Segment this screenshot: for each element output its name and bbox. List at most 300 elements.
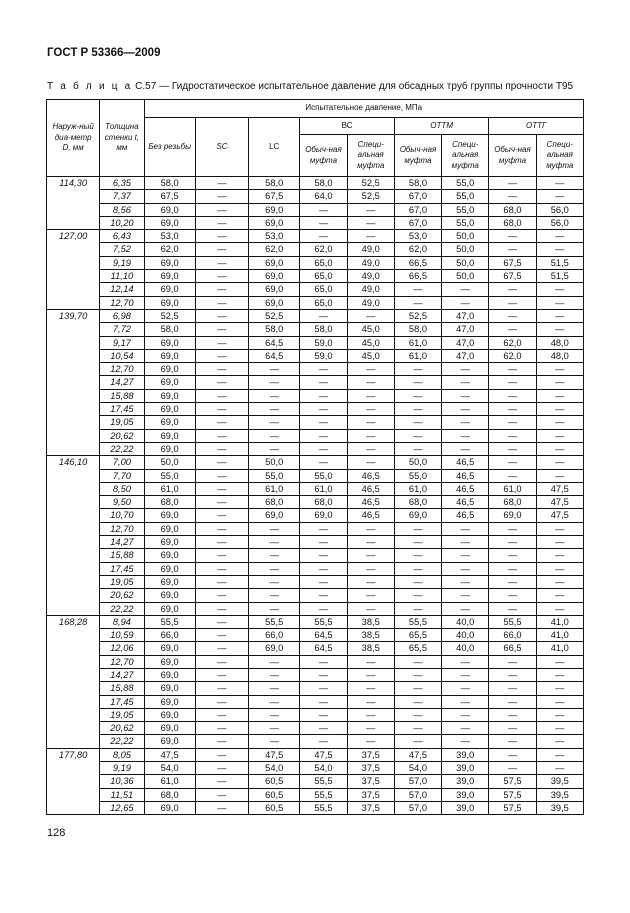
table-row [47, 496, 584, 509]
pressure-cell: 68,0 [489, 216, 536, 229]
pressure-cell: — [195, 349, 248, 362]
pressure-cell: — [347, 456, 394, 469]
pressure-cell: — [536, 748, 583, 761]
pressure-cell: 55,5 [300, 615, 347, 628]
table-row [47, 775, 584, 788]
pressure-cell: — [394, 735, 441, 748]
table-row [47, 403, 584, 416]
pressure-cell: — [195, 429, 248, 442]
pressure-cell: — [394, 602, 441, 615]
pressure-cell: — [195, 309, 248, 322]
pressure-cell: — [489, 562, 536, 575]
pressure-cell: 65,0 [300, 256, 347, 269]
pressure-cell: 68,0 [144, 496, 195, 509]
pressure-cell: — [394, 363, 441, 376]
table-row [47, 363, 584, 376]
pressure-cell: 40,0 [442, 642, 489, 655]
pressure-cell: 46,5 [442, 469, 489, 482]
pressure-cell: — [195, 629, 248, 642]
table-row [47, 735, 584, 748]
pressure-cell: — [442, 389, 489, 402]
pressure-cell: — [195, 442, 248, 455]
table-row [47, 442, 584, 455]
table-body [47, 177, 584, 815]
table-row [47, 788, 584, 801]
pressure-cell: — [442, 376, 489, 389]
pressure-cell: — [536, 403, 583, 416]
pressure-cell: 37,5 [347, 748, 394, 761]
pressure-cell: 52,5 [394, 309, 441, 322]
wall-thickness-cell: 12,70 [100, 522, 144, 535]
wall-thickness-cell: 19,05 [100, 708, 144, 721]
pressure-cell: — [394, 589, 441, 602]
outer-diameter-cell: 139,70 [47, 309, 100, 455]
pressure-cell: 49,0 [347, 243, 394, 256]
pressure-cell: 55,0 [442, 190, 489, 203]
pressure-cell: — [249, 695, 300, 708]
pressure-cell: — [536, 389, 583, 402]
pressure-cell: — [195, 536, 248, 549]
wall-thickness-cell: 17,45 [100, 403, 144, 416]
wall-thickness-cell: 7,00 [100, 456, 144, 469]
table-row [47, 695, 584, 708]
pressure-cell: 67,5 [489, 270, 536, 283]
pressure-cell: — [347, 655, 394, 668]
pressure-cell: 69,0 [144, 442, 195, 455]
wall-thickness-cell: 14,27 [100, 536, 144, 549]
pressure-cell: — [536, 682, 583, 695]
table-row [47, 190, 584, 203]
pressure-cell: 69,0 [144, 389, 195, 402]
pressure-cell: 69,0 [249, 296, 300, 309]
pressure-cell: 58,0 [249, 177, 300, 190]
pressure-cell: 69,0 [249, 509, 300, 522]
pressure-cell: 69,0 [144, 403, 195, 416]
pressure-cell: 51,5 [536, 270, 583, 283]
wall-thickness-cell: 6,35 [100, 177, 144, 190]
pressure-cell: 61,0 [394, 349, 441, 362]
pressure-cell: — [249, 735, 300, 748]
pressure-cell: — [536, 562, 583, 575]
pressure-cell: — [300, 708, 347, 721]
pressure-cell: 46,5 [442, 509, 489, 522]
pressure-cell: — [300, 536, 347, 549]
pressure-cell: 69,0 [144, 349, 195, 362]
pressure-cell: — [195, 482, 248, 495]
pressure-cell: 61,0 [394, 336, 441, 349]
pressure-cell: — [300, 456, 347, 469]
wall-thickness-cell: 14,27 [100, 668, 144, 681]
pressure-cell: — [442, 655, 489, 668]
pressure-cell: 50,0 [442, 243, 489, 256]
wall-thickness-cell: 15,88 [100, 389, 144, 402]
table-row [47, 509, 584, 522]
pressure-cell: — [394, 522, 441, 535]
wall-thickness-cell: 19,05 [100, 416, 144, 429]
pressure-cell: — [442, 442, 489, 455]
pressure-cell: 61,0 [300, 482, 347, 495]
pressure-cell: — [536, 575, 583, 588]
table-row [47, 708, 584, 721]
pressure-cell: — [536, 602, 583, 615]
pressure-cell: — [195, 416, 248, 429]
pressure-cell: 54,0 [144, 762, 195, 775]
outer-diameter-cell: 127,00 [47, 230, 100, 310]
pressure-cell: 69,0 [144, 642, 195, 655]
pressure-cell: — [195, 456, 248, 469]
wall-thickness-cell: 12,70 [100, 655, 144, 668]
pressure-cell: 60,5 [249, 801, 300, 814]
pressure-cell: — [195, 376, 248, 389]
pressure-cell: — [249, 668, 300, 681]
wall-thickness-cell: 6,98 [100, 309, 144, 322]
pressure-cell: 69,0 [144, 589, 195, 602]
pressure-cell: — [195, 708, 248, 721]
pressure-cell: — [249, 389, 300, 402]
pressure-cell: — [300, 389, 347, 402]
wall-thickness-cell: 14,27 [100, 376, 144, 389]
wall-thickness-cell: 15,88 [100, 549, 144, 562]
pressure-cell: — [300, 429, 347, 442]
pressure-cell: 46,5 [347, 469, 394, 482]
header-ottm: ОТТМ [394, 118, 489, 135]
pressure-cell: — [195, 256, 248, 269]
pressure-cell: 39,0 [442, 788, 489, 801]
pressure-cell: — [195, 177, 248, 190]
wall-thickness-cell: 17,45 [100, 562, 144, 575]
pressure-cell: 55,0 [394, 469, 441, 482]
header-ottm-special: Специ-альная муфта [442, 135, 489, 177]
pressure-cell: — [536, 416, 583, 429]
pressure-cell: — [442, 602, 489, 615]
pressure-cell: 69,0 [144, 668, 195, 681]
pressure-cell: — [195, 230, 248, 243]
pressure-cell: — [489, 376, 536, 389]
pressure-cell: — [195, 668, 248, 681]
pressure-cell: — [300, 735, 347, 748]
pressure-cell: 69,0 [144, 509, 195, 522]
header-bc-special: Специ-альная муфта [347, 135, 394, 177]
pressure-cell: — [442, 589, 489, 602]
header-bc: ВС [300, 118, 395, 135]
pressure-cell: 65,0 [300, 296, 347, 309]
pressure-cell: — [536, 722, 583, 735]
pressure-cell: 69,0 [144, 376, 195, 389]
header-bc-regular: Обыч-ная муфта [300, 135, 347, 177]
table-row [47, 283, 584, 296]
pressure-cell: 58,0 [394, 323, 441, 336]
pressure-cell: — [489, 442, 536, 455]
pressure-cell: — [489, 589, 536, 602]
pressure-cell: 47,0 [442, 336, 489, 349]
pressure-cell: 67,0 [394, 190, 441, 203]
pressure-cell: 46,5 [442, 496, 489, 509]
pressure-cell: — [300, 522, 347, 535]
pressure-cell: 55,0 [442, 177, 489, 190]
pressure-cell: 53,0 [249, 230, 300, 243]
pressure-cell: 65,5 [394, 642, 441, 655]
pressure-cell: 69,0 [144, 549, 195, 562]
pressure-cell: 69,0 [144, 801, 195, 814]
pressure-cell: 50,0 [442, 230, 489, 243]
wall-thickness-cell: 11,10 [100, 270, 144, 283]
pressure-cell: — [249, 655, 300, 668]
pressure-cell: 49,0 [347, 283, 394, 296]
pressure-cell: 37,5 [347, 801, 394, 814]
pressure-cell: — [489, 389, 536, 402]
wall-thickness-cell: 15,88 [100, 682, 144, 695]
pressure-cell: — [442, 416, 489, 429]
pressure-cell: 39,5 [536, 801, 583, 814]
pressure-cell: 69,0 [144, 296, 195, 309]
pressure-cell: — [249, 575, 300, 588]
pressure-cell: — [300, 562, 347, 575]
table-row [47, 177, 584, 190]
pressure-cell: 69,0 [144, 256, 195, 269]
pressure-cell: — [300, 203, 347, 216]
pressure-cell: — [442, 296, 489, 309]
pressure-cell: 39,5 [536, 775, 583, 788]
table-row [47, 469, 584, 482]
pressure-cell: 55,5 [394, 615, 441, 628]
pressure-cell: — [195, 575, 248, 588]
wall-thickness-cell: 8,56 [100, 203, 144, 216]
pressure-cell: 54,0 [300, 762, 347, 775]
pressure-cell: 53,0 [394, 230, 441, 243]
pressure-cell: 38,5 [347, 629, 394, 642]
pressure-cell: — [300, 363, 347, 376]
pressure-cell: 69,0 [144, 336, 195, 349]
pressure-cell: — [347, 708, 394, 721]
pressure-cell: 62,0 [249, 243, 300, 256]
pressure-cell: 49,0 [347, 296, 394, 309]
pressure-cell: — [195, 615, 248, 628]
wall-thickness-cell: 20,62 [100, 722, 144, 735]
caption-prefix: Т а б л и ц а [47, 81, 133, 92]
pressure-cell: 69,0 [249, 642, 300, 655]
pressure-cell: — [442, 522, 489, 535]
pressure-cell: 55,5 [144, 615, 195, 628]
pressure-cell: 47,5 [144, 748, 195, 761]
pressure-cell: 69,0 [144, 203, 195, 216]
table-row [47, 243, 584, 256]
pressure-cell: — [394, 389, 441, 402]
pressure-cell: — [195, 642, 248, 655]
pressure-cell: 55,0 [144, 469, 195, 482]
header-sc: SC [195, 118, 248, 177]
wall-thickness-cell: 12,14 [100, 283, 144, 296]
pressure-cell: 55,5 [489, 615, 536, 628]
pressure-cell: 46,5 [347, 482, 394, 495]
pressure-cell: 64,0 [300, 190, 347, 203]
pressure-cell: — [489, 403, 536, 416]
pressure-cell: 55,0 [442, 216, 489, 229]
pressure-cell: 62,0 [144, 243, 195, 256]
pressure-cell: 47,5 [300, 748, 347, 761]
pressure-cell: 48,0 [536, 349, 583, 362]
pressure-cell: — [195, 190, 248, 203]
pressure-cell: 47,0 [442, 309, 489, 322]
pressure-cell: — [300, 230, 347, 243]
pressure-cell: — [347, 376, 394, 389]
pressure-cell: 66,5 [489, 642, 536, 655]
pressure-cell: — [195, 363, 248, 376]
pressure-cell: — [489, 456, 536, 469]
pressure-cell: 62,0 [489, 349, 536, 362]
pressure-cell: 69,0 [144, 682, 195, 695]
pressure-cell: — [489, 416, 536, 429]
pressure-cell: — [394, 442, 441, 455]
table-row [47, 536, 584, 549]
pressure-cell: — [195, 296, 248, 309]
pressure-cell: — [442, 695, 489, 708]
pressure-cell: — [195, 243, 248, 256]
pressure-cell: — [195, 336, 248, 349]
pressure-cell: 69,0 [144, 363, 195, 376]
pressure-cell: — [536, 309, 583, 322]
pressure-cell: — [536, 695, 583, 708]
wall-thickness-cell: 10,36 [100, 775, 144, 788]
pressure-cell: — [347, 682, 394, 695]
pressure-cell: 69,0 [144, 270, 195, 283]
pressure-cell: — [536, 456, 583, 469]
pressure-cell: — [249, 549, 300, 562]
pressure-cell: — [489, 309, 536, 322]
pressure-cell: — [249, 602, 300, 615]
pressure-cell: — [394, 429, 441, 442]
pressure-cell: — [249, 429, 300, 442]
wall-thickness-cell: 12,65 [100, 801, 144, 814]
pressure-cell: — [195, 403, 248, 416]
pressure-cell: — [195, 509, 248, 522]
pressure-cell: — [394, 575, 441, 588]
pressure-cell: — [536, 296, 583, 309]
pressure-cell: 64,5 [249, 349, 300, 362]
pressure-cell: 50,0 [394, 456, 441, 469]
wall-thickness-cell: 22,22 [100, 442, 144, 455]
wall-thickness-cell: 7,70 [100, 469, 144, 482]
table-row [47, 416, 584, 429]
pressure-cell: 68,0 [489, 203, 536, 216]
pressure-cell: 58,0 [144, 323, 195, 336]
pressure-cell: — [195, 522, 248, 535]
pressure-cell: 69,0 [144, 602, 195, 615]
wall-thickness-cell: 6,43 [100, 230, 144, 243]
pressure-cell: 69,0 [489, 509, 536, 522]
pressure-cell: — [347, 695, 394, 708]
pressure-cell: 68,0 [394, 496, 441, 509]
pressure-cell: 64,5 [300, 642, 347, 655]
pressure-cell: — [394, 549, 441, 562]
pressure-cell: — [442, 708, 489, 721]
pressure-cell: — [442, 429, 489, 442]
table-row [47, 309, 584, 322]
wall-thickness-cell: 22,22 [100, 735, 144, 748]
pressure-cell: — [347, 522, 394, 535]
pressure-cell: — [394, 403, 441, 416]
header-lc: LC [249, 118, 300, 177]
pressure-cell: 58,0 [144, 177, 195, 190]
pressure-cell: — [347, 722, 394, 735]
pressure-cell: 54,0 [394, 762, 441, 775]
pressure-cell: 55,5 [300, 801, 347, 814]
pressure-cell: — [195, 549, 248, 562]
pressure-cell: — [394, 682, 441, 695]
header-ottm-regular: Обыч-ная муфта [394, 135, 441, 177]
header-test-pressure: Испытательное давление, МПа [144, 100, 583, 118]
wall-thickness-cell: 17,45 [100, 695, 144, 708]
pressure-cell: 67,0 [394, 203, 441, 216]
table-row [47, 562, 584, 575]
table-row [47, 642, 584, 655]
pressure-cell: — [489, 522, 536, 535]
pressure-cell: 65,5 [394, 629, 441, 642]
pressure-cell: 66,5 [394, 256, 441, 269]
wall-thickness-cell: 11,51 [100, 788, 144, 801]
pressure-cell: — [347, 389, 394, 402]
pressure-cell: — [195, 735, 248, 748]
pressure-cell: 46,5 [442, 456, 489, 469]
pressure-cell: 69,0 [144, 536, 195, 549]
pressure-cell: — [195, 323, 248, 336]
pressure-cell: — [300, 216, 347, 229]
pressure-cell: 52,5 [347, 177, 394, 190]
pressure-cell: — [442, 668, 489, 681]
pressure-cell: 69,0 [249, 270, 300, 283]
pressure-cell: 65,0 [300, 283, 347, 296]
pressure-cell: — [300, 668, 347, 681]
pressure-cell: — [489, 655, 536, 668]
pressure-cell: 39,0 [442, 748, 489, 761]
pressure-cell: 57,0 [394, 801, 441, 814]
pressure-cell: — [347, 403, 394, 416]
pressure-cell: — [489, 536, 536, 549]
pressure-cell: — [536, 708, 583, 721]
pressure-cell: — [489, 230, 536, 243]
pressure-cell: — [394, 536, 441, 549]
table-row [47, 549, 584, 562]
pressure-cell: — [442, 536, 489, 549]
pressure-cell: 58,0 [300, 177, 347, 190]
header-diameter: Наруж-ный диа-метр D, мм [47, 100, 100, 177]
table-row [47, 762, 584, 775]
wall-thickness-cell: 8,94 [100, 615, 144, 628]
pressure-cell: — [347, 416, 394, 429]
pressure-cell: 69,0 [300, 509, 347, 522]
pressure-cell: 37,5 [347, 788, 394, 801]
pressure-cell: — [300, 602, 347, 615]
table-row [47, 602, 584, 615]
table-row [47, 349, 584, 362]
pressure-cell: 45,0 [347, 323, 394, 336]
pressure-cell: 61,0 [249, 482, 300, 495]
pressure-cell: 61,0 [144, 482, 195, 495]
wall-thickness-cell: 8,50 [100, 482, 144, 495]
pressure-table [46, 99, 584, 815]
pressure-cell: 39,0 [442, 801, 489, 814]
pressure-cell: — [394, 708, 441, 721]
pressure-cell: 47,5 [249, 748, 300, 761]
pressure-cell: — [195, 283, 248, 296]
pressure-cell: 47,0 [442, 349, 489, 362]
pressure-cell: 54,0 [249, 762, 300, 775]
table-row [47, 323, 584, 336]
table-row [47, 629, 584, 642]
table-row [47, 482, 584, 495]
pressure-cell: 69,0 [144, 216, 195, 229]
pressure-cell: — [442, 575, 489, 588]
pressure-cell: 45,0 [347, 349, 394, 362]
